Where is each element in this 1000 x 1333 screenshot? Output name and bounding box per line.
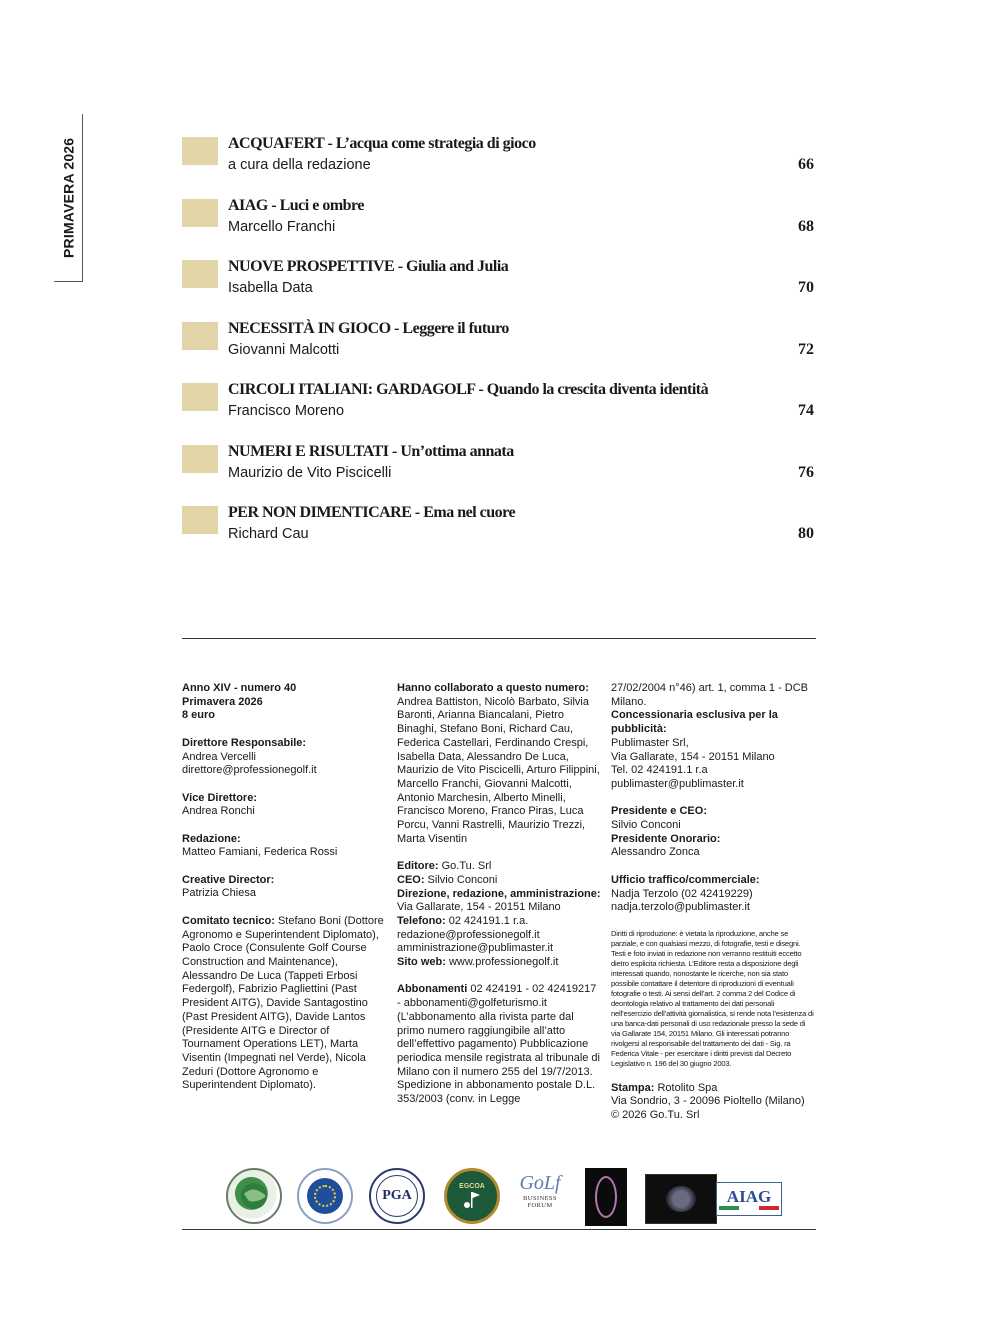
iagp-globe-logo [226,1168,282,1224]
side-tab [54,114,83,282]
concessionaria-block: 27/02/2004 n°46) art. 1, comma 1 - DCB Milano. Concessionaria esclusiva per la pubblicità: Publimaster Srl, Via Gallarate, 154 - 20151 Milano Tel. 02 424191.1 r.a publimaster@publimaster.it [611,682,808,790]
toc-title: NUOVE PROSPETTIVE - Giulia and Julia [228,258,509,275]
toc-title: NECESSITÀ IN GIOCO - Leggere il futuro [228,319,509,337]
aiag-logo [716,1182,782,1216]
toc-marker [182,445,218,473]
redazione-block: Redazione: Matteo Famiani, Federica Rossi [182,832,338,859]
collaboratori-block: Hanno collaborato a questo numero: Andrea Battiston, Nicolò Barbato, Silvia Baronti, Arianna Biancalani, Pietro Binaghi, Stefano Boni, Richard Cau, Federica Castellari, Ferdinando Crespi, Isabella Data, Alessandro De Luca, Maurizio de Vito Piscicelli, Arturo Filippini, Marcello Franchi, Giovanni Malcotti, Antonio Marchesin, Alberto Minelli, Francisco Moreno, Franco Piras, Luca Porcu, Vanni Rastrelli, Maurizio Trezzi, Marta Visentin [397,682,600,845]
toc-page-number: 76 [798,463,814,481]
italian-flag-stripe [719,1206,779,1210]
club-managers-logo [297,1168,353,1224]
partner-logos [222,1168,816,1228]
toc-entry[interactable] [182,443,816,505]
toc-entry[interactable] [182,381,816,443]
toc-author: Richard Cau [228,526,309,542]
toc-page-number: 68 [798,217,814,235]
redazione-email-link[interactable]: redazione@professionegolf.it [397,928,540,941]
star-ring-icon [314,1185,336,1207]
toc-page-number: 70 [798,279,814,296]
toc-page-number: 74 [798,402,814,419]
dark-emblem-logo [645,1174,717,1224]
side-issue-label: PRIMAVERA 2026 [60,137,77,259]
toc-entry[interactable] [182,197,816,259]
egcoa-text: EGCOA [459,1182,485,1190]
direttore-block: Direttore Responsabile: Andrea Vercelli direttore@professionegolf.it [182,736,317,777]
publimaster-email-link[interactable]: publimaster@publimaster.it [611,777,744,790]
presidente-block: Presidente e CEO: Silvio Conconi Presidente Onorario: Alessandro Zonca [611,805,721,859]
golf-flag-icon [461,1190,483,1210]
comitato-tecnico-block: Comitato tecnico: Stefano Boni (Dottore Agronomo e Superintendent Diplomato), Paolo Croce (Consulente Golf Course Construction and Maintenance), Alessandro De Luca (Tappeti Erbosi Federgolf), Fabrizio Pagliettini (Past President AITG), Davide Santagostino (Past President AITG), Davide Lantos (Presidente AITG e Director of Tournament Operations LET), Marta Visentin (Impegnati nel Verde), Nicola Zeduri (Dottore Agronomo e Superintendent Diplomato). [182,914,384,1092]
direttore-email-link[interactable]: direttore@professionegolf.it [182,764,317,777]
masthead-column-2 [397,682,602,1120]
editore-block: Editore: Go.Tu. Srl CEO: Silvio Conconi Direzione, redazione, amministrazione: Via Gallarate, 154 - 20151 Milano Telefono: 02 424191.1 r.a. redazione@professionegolf.it amministrazione@publimaster.it Sito web: www.professionegolf.it [397,860,601,969]
website-link[interactable]: www.professionegolf.it [445,956,559,969]
oval-ring-icon [595,1176,617,1218]
pga-logo [369,1168,425,1224]
golf-text: GoLf [519,1172,561,1194]
toc-author: a cura della redazione [228,157,371,173]
toc-marker [182,322,218,350]
toc-title: AIAG - Luci e ombre [228,196,364,214]
golf-business-forum-logo [514,1172,566,1224]
toc-marker [182,199,218,227]
stars-ring-icon [307,1178,343,1214]
toc-author: Isabella Data [228,280,313,296]
stampa-block: Stampa: Rotolito Spa Via Sondrio, 3 - 20096 Pioltello (Milano) © 2026 Go.Tu. Srl [611,1081,805,1122]
toc-title: NUMERI E RISULTATI - Un’ottima annata [228,442,514,460]
toc-entry[interactable] [182,258,816,320]
table-of-contents [182,135,816,566]
top-divider [182,638,816,639]
toc-title: ACQUAFERT - L’acqua come strategia di gioco [228,135,536,152]
masthead-column-1 [182,682,387,1107]
toc-marker [182,260,218,288]
toc-entry[interactable] [182,320,816,382]
ufficio-traffico-block: Ufficio traffico/commerciale: Nadja Terzolo (02 42419229) nadja.terzolo@publimaster.it [611,873,760,914]
vice-direttore-block: Vice Direttore: Andrea Ronchi [182,791,257,818]
toc-author: Francisco Moreno [228,403,345,419]
toc-marker [182,506,218,534]
creative-director-block: Creative Director: Patrizia Chiesa [182,873,275,900]
egcoa-logo [444,1168,500,1224]
bottom-divider [182,1229,816,1230]
toc-author: Giovanni Malcotti [228,341,340,358]
toc-entry[interactable] [182,504,816,566]
pga-text: PGA [382,1188,412,1203]
globe-icon [239,1181,269,1211]
legal-notice: Diritti di riproduzione: è vietata la riproduzione, anche se parziale, e con qualsiasi mezzo, di fotografie, testi e disegni. Testi e foto inviati in redazione non verranno restituiti eccetto dietro esplicita richiesta. L’Editore resta a disposizione degli interessati quando, nonostante le ricerche, non sia stato possibile contattare il detentore di riproduzioni di eventuali fotografie o testi. Ai sensi dell’art. 2 comma 2 del Codice di deontologia relativo al trattamento dei dati personali nell’esercizio dell’attività giornalistica, si rende nota l’esistenza di una banca-dati personali di uso redazionale presso la sede di via Gallarate 154, 20151 Milano. Gli interessati potranno rivolgersi al responsabile del trattamento dei dati - Sig. ra Federica Vitale - per esercitare i diritti previsti dal Decreto Legislativo n. 196 del 30 giugno 2003. [611,928,814,1068]
dark-oval-logo [585,1168,627,1226]
masthead-column-3 [611,682,816,1136]
business-forum-text: BUSINESS FORUM [523,1195,557,1209]
aiag-text: AIAG [726,1187,772,1206]
issue-info: Anno XIV - numero 40 Primavera 2026 8 euro [182,682,297,722]
toc-page-number: 66 [798,156,814,173]
toc-marker [182,137,218,165]
toc-title: PER NON DIMENTICARE - Ema nel cuore [228,504,516,521]
amministrazione-email-link[interactable]: amministrazione@publimaster.it [397,942,554,955]
toc-marker [182,383,218,411]
toc-author: Maurizio de Vito Piscicelli [228,464,392,481]
toc-title: CIRCOLI ITALIANI: GARDAGOLF - Quando la crescita diventa identità [228,381,709,398]
toc-page-number: 72 [798,340,814,358]
traffico-email-link[interactable]: nadja.terzolo@publimaster.it [611,901,750,914]
abbonamenti-block: Abbonamenti 02 424191 - 02 42419217 - abbonamenti@golfeturismo.it (L’abbonamento alla rivista parte dal primo numero raggiungibile all’atto dell’effettivo pagamento) Pubblicazione periodica mensile registrata al tribunale di Milano con il numero 255 del 19/7/2013. Spedizione in abbonamento postale D.L. 353/2003 (conv. in Legge [397,983,600,1106]
emblem-icon [666,1186,696,1212]
toc-entry[interactable] [182,135,816,197]
toc-author: Marcello Franchi [228,218,336,235]
toc-page-number: 80 [798,525,814,542]
